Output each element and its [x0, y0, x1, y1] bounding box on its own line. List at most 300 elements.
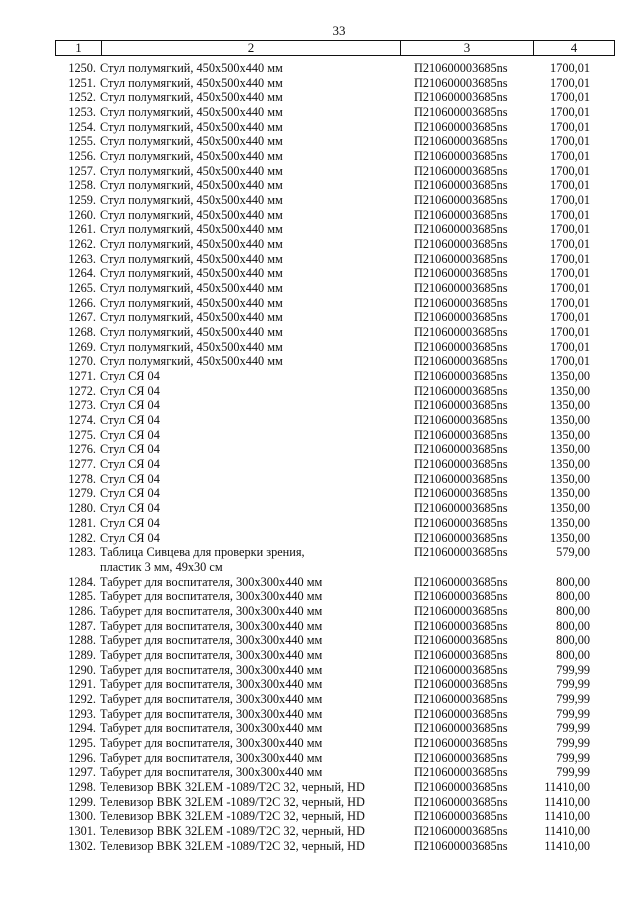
row-number: 1251.	[68, 75, 96, 90]
item-name	[100, 501, 160, 516]
item-price: 1350,00	[550, 413, 590, 428]
item-name	[100, 824, 365, 839]
row-number: 1277.	[68, 457, 96, 472]
item-price: 1700,01	[550, 339, 590, 354]
table-row	[55, 208, 614, 223]
item-price: 799,99	[556, 691, 590, 706]
row-number: 1297.	[68, 765, 96, 780]
item-name	[100, 369, 160, 384]
item-price: 1700,01	[550, 134, 590, 149]
item-name	[100, 164, 283, 179]
item-price: 1700,01	[550, 163, 590, 178]
item-name-line: Стул полумягкий, 450х500х440 мм	[100, 207, 283, 222]
table-row	[55, 648, 614, 663]
item-price: 1350,00	[550, 383, 590, 398]
item-name	[100, 751, 322, 766]
item-price: 1700,01	[550, 119, 590, 134]
inventory-code: П210600003685ns	[414, 427, 508, 442]
item-name	[100, 354, 283, 369]
row-number: 1295.	[68, 735, 96, 750]
item-name-line: Стул полумягкий, 450х500х440 мм	[100, 90, 283, 105]
item-name	[100, 296, 283, 311]
item-price: 1350,00	[550, 486, 590, 501]
item-name-line: Телевизор BBK 32LEM -1089/T2C 32, черный, HD	[100, 809, 365, 824]
item-price: 800,00	[556, 633, 590, 648]
inventory-code: П210600003685ns	[414, 105, 508, 120]
inventory-code: П210600003685ns	[414, 457, 508, 472]
row-number: 1265.	[68, 281, 96, 296]
inventory-code: П210600003685ns	[414, 193, 508, 208]
table-row	[55, 105, 614, 120]
item-name	[100, 178, 283, 193]
table-row	[55, 149, 614, 164]
table-row	[55, 707, 614, 722]
item-name	[100, 736, 322, 751]
column-header-table	[55, 40, 615, 56]
item-price: 799,99	[556, 662, 590, 677]
table-row	[55, 765, 614, 780]
item-price: 799,99	[556, 735, 590, 750]
item-price: 800,00	[556, 618, 590, 633]
row-number: 1296.	[68, 750, 96, 765]
column-header-row	[56, 41, 615, 56]
table-row	[55, 428, 614, 443]
item-name-line: Стул СЯ 04	[100, 486, 160, 501]
item-price: 800,00	[556, 589, 590, 604]
row-number: 1254.	[68, 119, 96, 134]
item-name-line: Стул полумягкий, 450х500х440 мм	[100, 222, 283, 237]
item-name-line: Стул СЯ 04	[100, 383, 160, 398]
table-row	[55, 795, 614, 810]
table-row	[55, 663, 614, 678]
row-number: 1291.	[68, 677, 96, 692]
item-name	[100, 809, 365, 824]
inventory-code: П210600003685ns	[414, 266, 508, 281]
item-name-line: Табурет для воспитателя, 300х300х440 мм	[100, 677, 323, 692]
item-name	[100, 604, 322, 619]
row-number: 1271.	[68, 369, 96, 384]
table-row	[55, 677, 614, 692]
inventory-list	[55, 61, 614, 853]
item-name	[100, 398, 160, 413]
item-name-line: Стул СЯ 04	[100, 442, 160, 457]
row-number: 1257.	[68, 163, 96, 178]
item-name	[100, 648, 322, 663]
item-name-line: Табурет для воспитателя, 300х300х440 мм	[100, 633, 323, 648]
item-name	[100, 457, 160, 472]
table-row	[55, 809, 614, 824]
item-price: 799,99	[556, 765, 590, 780]
item-name-line: Стул полумягкий, 450х500х440 мм	[100, 75, 283, 90]
table-row	[55, 310, 614, 325]
row-number: 1255.	[68, 134, 96, 149]
inventory-code: П210600003685ns	[414, 545, 508, 560]
row-number: 1258.	[68, 178, 96, 193]
inventory-code: П210600003685ns	[414, 413, 508, 428]
table-row	[55, 384, 614, 399]
row-number: 1266.	[68, 295, 96, 310]
table-row	[55, 193, 614, 208]
row-number: 1294.	[68, 721, 96, 736]
row-number: 1282.	[68, 530, 96, 545]
page-number: 33	[332, 23, 346, 38]
item-name	[100, 575, 322, 590]
row-number: 1264.	[68, 266, 96, 281]
item-name-line: Стул полумягкий, 450х500х440 мм	[100, 163, 283, 178]
item-price: 11410,00	[544, 779, 590, 794]
column-header-4: 4	[534, 41, 615, 56]
item-name	[100, 663, 322, 678]
column-header-2: 2	[102, 41, 401, 56]
inventory-code: П210600003685ns	[414, 750, 508, 765]
table-row	[55, 575, 614, 590]
item-price: 1700,01	[550, 149, 590, 164]
item-name-line: Табурет для воспитателя, 300х300х440 мм	[100, 735, 323, 750]
item-name-line: Стул СЯ 04	[100, 413, 160, 428]
row-number: 1259.	[68, 193, 96, 208]
item-name	[100, 90, 283, 105]
row-number: 1302.	[68, 838, 96, 853]
column-header-3: 3	[401, 41, 534, 56]
inventory-code: П210600003685ns	[414, 838, 508, 853]
table-row	[55, 266, 614, 281]
item-name	[100, 428, 160, 443]
inventory-code: П210600003685ns	[414, 163, 508, 178]
inventory-code: П210600003685ns	[414, 779, 508, 794]
item-price: 1350,00	[550, 442, 590, 457]
item-price: 1350,00	[550, 530, 590, 545]
table-row	[55, 325, 614, 340]
item-name-line: Табурет для воспитателя, 300х300х440 мм	[100, 589, 323, 604]
item-price: 1700,01	[550, 178, 590, 193]
inventory-code: П210600003685ns	[414, 603, 508, 618]
item-name-line: Стул полумягкий, 450х500х440 мм	[100, 149, 283, 164]
inventory-code: П210600003685ns	[414, 618, 508, 633]
row-number: 1253.	[68, 105, 96, 120]
table-row	[55, 780, 614, 795]
row-number: 1290.	[68, 662, 96, 677]
inventory-code: П210600003685ns	[414, 515, 508, 530]
item-price: 11410,00	[544, 823, 590, 838]
item-name	[100, 413, 160, 428]
item-price: 1700,01	[550, 310, 590, 325]
inventory-code: П210600003685ns	[414, 662, 508, 677]
inventory-code: П210600003685ns	[414, 794, 508, 809]
item-name-line: Стул полумягкий, 450х500х440 мм	[100, 339, 283, 354]
item-name	[100, 384, 160, 399]
item-price: 1700,01	[550, 266, 590, 281]
table-row	[55, 369, 614, 384]
row-number: 1256.	[68, 149, 96, 164]
table-row	[55, 281, 614, 296]
item-price: 1700,01	[550, 295, 590, 310]
table-row	[55, 516, 614, 531]
row-number: 1250.	[68, 61, 96, 75]
table-row	[55, 120, 614, 135]
item-price: 800,00	[556, 574, 590, 589]
item-name	[100, 281, 283, 296]
item-name-line: Табурет для воспитателя, 300х300х440 мм	[100, 662, 323, 677]
item-name-line: Табурет для воспитателя, 300х300х440 мм	[100, 765, 323, 780]
item-name-line: Стул СЯ 04	[100, 501, 160, 516]
row-number: 1281.	[68, 515, 96, 530]
item-price: 1700,01	[550, 354, 590, 369]
item-name	[100, 677, 322, 692]
item-name-line: Табурет для воспитателя, 300х300х440 мм	[100, 574, 323, 589]
table-row	[55, 604, 614, 619]
inventory-code: П210600003685ns	[414, 295, 508, 310]
item-name-line: Телевизор BBK 32LEM -1089/T2C 32, черный, HD	[100, 823, 365, 838]
inventory-code: П210600003685ns	[414, 119, 508, 134]
item-name-line: Стул полумягкий, 450х500х440 мм	[100, 354, 283, 369]
inventory-code: П210600003685ns	[414, 647, 508, 662]
table-row	[55, 222, 614, 237]
item-name-line: Стул СЯ 04	[100, 515, 160, 530]
item-name-line: Стул полумягкий, 450х500х440 мм	[100, 281, 283, 296]
inventory-code: П210600003685ns	[414, 354, 508, 369]
inventory-code: П210600003685ns	[414, 677, 508, 692]
item-price: 1700,01	[550, 105, 590, 120]
item-name	[100, 780, 365, 795]
inventory-code: П210600003685ns	[414, 178, 508, 193]
item-name-line: Табурет для воспитателя, 300х300х440 мм	[100, 691, 323, 706]
row-number: 1263.	[68, 251, 96, 266]
item-name-line: Стул полумягкий, 450х500х440 мм	[100, 251, 283, 266]
row-number: 1283.	[68, 545, 96, 560]
item-price: 800,00	[556, 603, 590, 618]
item-price: 11410,00	[544, 838, 590, 853]
row-number: 1268.	[68, 325, 96, 340]
inventory-code: П210600003685ns	[414, 706, 508, 721]
item-name	[100, 589, 322, 604]
inventory-code: П210600003685ns	[414, 75, 508, 90]
item-name	[100, 266, 283, 281]
item-price: 1700,01	[550, 193, 590, 208]
item-name	[100, 149, 283, 164]
item-price: 1700,01	[550, 75, 590, 90]
inventory-code: П210600003685ns	[414, 383, 508, 398]
table-row	[55, 354, 614, 369]
table-row	[55, 90, 614, 105]
item-name-line: Стул СЯ 04	[100, 369, 160, 384]
row-number: 1267.	[68, 310, 96, 325]
row-number: 1276.	[68, 442, 96, 457]
table-row	[55, 340, 614, 355]
inventory-code: П210600003685ns	[414, 369, 508, 384]
inventory-code: П210600003685ns	[414, 574, 508, 589]
item-price: 1350,00	[550, 501, 590, 516]
row-number: 1279.	[68, 486, 96, 501]
table-row	[55, 178, 614, 193]
item-name	[100, 545, 305, 574]
table-row	[55, 721, 614, 736]
item-name	[100, 76, 283, 91]
item-name-line: Таблица Сивцева для проверки зрения,	[100, 545, 305, 560]
table-row	[55, 76, 614, 91]
table-row	[55, 472, 614, 487]
table-row	[55, 457, 614, 472]
row-number: 1292.	[68, 691, 96, 706]
item-price: 1350,00	[550, 457, 590, 472]
item-name	[100, 839, 365, 854]
inventory-code: П210600003685ns	[414, 310, 508, 325]
item-name-line: Стул СЯ 04	[100, 457, 160, 472]
row-number: 1273.	[68, 398, 96, 413]
table-row	[55, 237, 614, 252]
item-name	[100, 61, 283, 76]
item-name-line: Стул полумягкий, 450х500х440 мм	[100, 61, 283, 75]
table-row	[55, 252, 614, 267]
table-row	[55, 164, 614, 179]
item-name-line: Табурет для воспитателя, 300х300х440 мм	[100, 603, 323, 618]
item-price: 1700,01	[550, 61, 590, 75]
item-name	[100, 222, 283, 237]
row-number: 1278.	[68, 471, 96, 486]
item-name-line: Табурет для воспитателя, 300х300х440 мм	[100, 706, 323, 721]
item-name	[100, 472, 160, 487]
inventory-code: П210600003685ns	[414, 721, 508, 736]
row-number: 1252.	[68, 90, 96, 105]
item-name	[100, 105, 283, 120]
item-name-line: Телевизор BBK 32LEM -1089/T2C 32, черный, HD	[100, 779, 365, 794]
item-name-line: Табурет для воспитателя, 300х300х440 мм	[100, 750, 323, 765]
item-name	[100, 193, 283, 208]
item-name	[100, 310, 283, 325]
item-name	[100, 531, 160, 546]
table-row	[55, 413, 614, 428]
inventory-code: П210600003685ns	[414, 809, 508, 824]
inventory-code: П210600003685ns	[414, 281, 508, 296]
inventory-code: П210600003685ns	[414, 633, 508, 648]
row-number: 1275.	[68, 427, 96, 442]
row-number: 1301.	[68, 823, 96, 838]
item-price: 800,00	[556, 647, 590, 662]
item-name-line: Стул полумягкий, 450х500х440 мм	[100, 325, 283, 340]
item-name	[100, 516, 160, 531]
column-header-1: 1	[56, 41, 102, 56]
item-price: 1350,00	[550, 369, 590, 384]
table-row	[55, 501, 614, 516]
row-number: 1272.	[68, 383, 96, 398]
table-row	[55, 134, 614, 149]
item-name	[100, 707, 322, 722]
table-row	[55, 839, 614, 854]
item-price: 11410,00	[544, 794, 590, 809]
inventory-code: П210600003685ns	[414, 339, 508, 354]
row-number: 1285.	[68, 589, 96, 604]
item-price: 1700,01	[550, 90, 590, 105]
item-name	[100, 633, 322, 648]
inventory-code: П210600003685ns	[414, 691, 508, 706]
inventory-code: П210600003685ns	[414, 61, 508, 75]
row-number: 1299.	[68, 794, 96, 809]
table-row	[55, 619, 614, 634]
inventory-code: П210600003685ns	[414, 222, 508, 237]
inventory-code: П210600003685ns	[414, 237, 508, 252]
inventory-code: П210600003685ns	[414, 823, 508, 838]
inventory-code: П210600003685ns	[414, 530, 508, 545]
item-name	[100, 252, 283, 267]
item-price: 799,99	[556, 721, 590, 736]
inventory-code: П210600003685ns	[414, 501, 508, 516]
row-number: 1269.	[68, 339, 96, 354]
row-number: 1289.	[68, 647, 96, 662]
row-number: 1262.	[68, 237, 96, 252]
inventory-code: П210600003685ns	[414, 207, 508, 222]
item-name	[100, 325, 283, 340]
table-row	[55, 398, 614, 413]
item-price: 1700,01	[550, 237, 590, 252]
inventory-code: П210600003685ns	[414, 765, 508, 780]
row-number: 1288.	[68, 633, 96, 648]
table-row	[55, 692, 614, 707]
row-number: 1293.	[68, 706, 96, 721]
item-price: 1700,01	[550, 251, 590, 266]
item-price: 799,99	[556, 706, 590, 721]
item-name-line: Стул СЯ 04	[100, 530, 160, 545]
item-name	[100, 692, 322, 707]
item-name-line: пластик 3 мм, 49х30 см	[100, 559, 223, 574]
item-price: 1700,01	[550, 222, 590, 237]
table-row	[55, 442, 614, 457]
row-number: 1270.	[68, 354, 96, 369]
table-row	[55, 751, 614, 766]
item-name-line: Стул полумягкий, 450х500х440 мм	[100, 119, 283, 134]
inventory-code: П210600003685ns	[414, 735, 508, 750]
item-name-line: Стул полумягкий, 450х500х440 мм	[100, 178, 283, 193]
item-price: 1700,01	[550, 281, 590, 296]
item-price: 579,00	[556, 545, 590, 560]
row-number: 1300.	[68, 809, 96, 824]
row-number: 1298.	[68, 779, 96, 794]
item-price: 1700,01	[550, 325, 590, 340]
item-name-line: Стул полумягкий, 450х500х440 мм	[100, 193, 283, 208]
table-row	[55, 736, 614, 751]
inventory-code: П210600003685ns	[414, 149, 508, 164]
item-name	[100, 134, 283, 149]
inventory-code: П210600003685ns	[414, 90, 508, 105]
item-price: 1350,00	[550, 398, 590, 413]
item-price: 799,99	[556, 750, 590, 765]
row-number: 1260.	[68, 207, 96, 222]
row-number: 1287.	[68, 618, 96, 633]
table-row	[55, 531, 614, 546]
item-name-line: Телевизор BBK 32LEM -1089/T2C 32, черный, HD	[100, 838, 365, 853]
inventory-code: П210600003685ns	[414, 486, 508, 501]
item-name-line: Стул полумягкий, 450х500х440 мм	[100, 134, 283, 149]
item-price: 1700,01	[550, 207, 590, 222]
table-row	[55, 824, 614, 839]
table-row	[55, 633, 614, 648]
table-row	[55, 589, 614, 604]
item-name	[100, 765, 322, 780]
table-row	[55, 296, 614, 311]
inventory-code: П210600003685ns	[414, 134, 508, 149]
item-name-line: Табурет для воспитателя, 300х300х440 мм	[100, 721, 323, 736]
item-name	[100, 795, 365, 810]
item-name-line: Табурет для воспитателя, 300х300х440 мм	[100, 618, 323, 633]
item-name-line: Телевизор BBK 32LEM -1089/T2C 32, черный, HD	[100, 794, 365, 809]
item-price: 1350,00	[550, 427, 590, 442]
item-name-line: Стул СЯ 04	[100, 427, 160, 442]
item-name	[100, 208, 283, 223]
item-price: 11410,00	[544, 809, 590, 824]
item-price: 1350,00	[550, 515, 590, 530]
item-name-line: Стул СЯ 04	[100, 471, 160, 486]
item-name	[100, 442, 160, 457]
table-row	[55, 61, 614, 76]
item-name-line: Стул полумягкий, 450х500х440 мм	[100, 237, 283, 252]
